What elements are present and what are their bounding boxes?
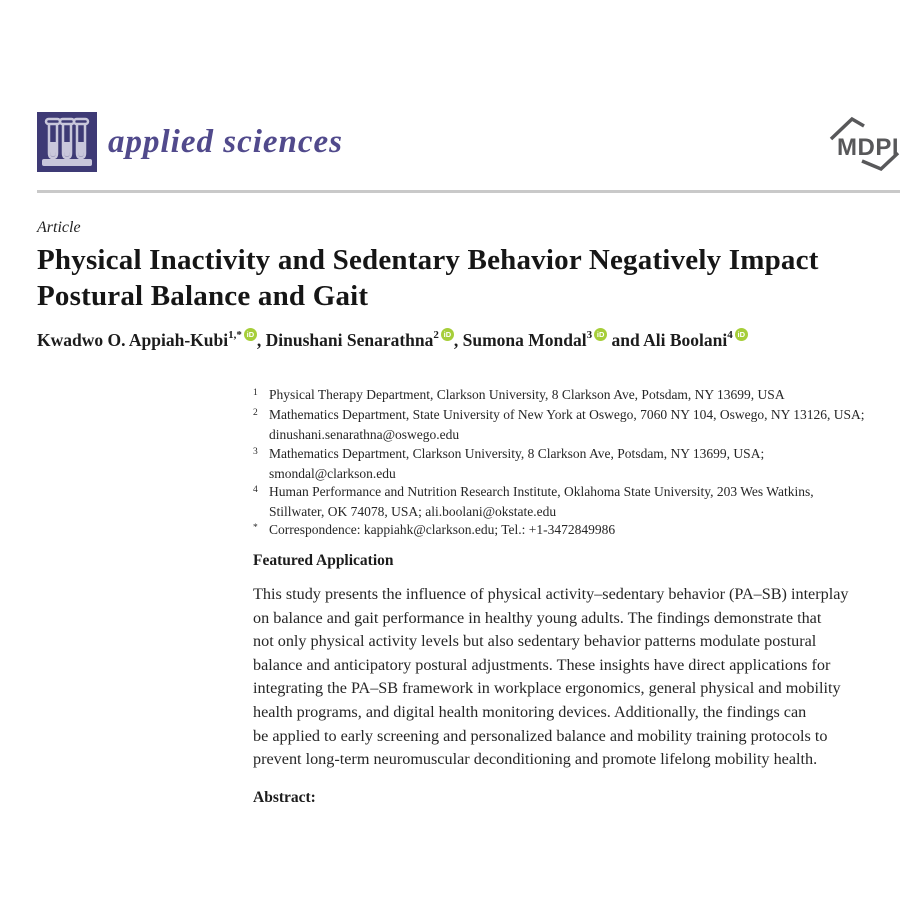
affiliation-text: Human Performance and Nutrition Research Institute, Oklahoma State University, 203 Wes Watkins, (269, 484, 814, 500)
affiliation-marker: 1 (253, 388, 258, 398)
paragraph-line: health programs, and digital health monitoring devices. Additionally, the findings can (253, 702, 807, 721)
author-affiliation-sup: 4 (727, 329, 733, 342)
journal-wordmark: applied sciences (108, 123, 344, 160)
author-name: Kwadwo O. Appiah-Kubi (37, 330, 229, 350)
orcid-icon[interactable]: iD (244, 328, 257, 341)
author-entry: , Sumona Mondal$^3$ iD (454, 330, 607, 350)
author-name: Dinushani Senarathna (265, 330, 434, 350)
affiliation-text: dinushani.senarathna@oswego.edu (269, 427, 460, 443)
affiliation-line (253, 503, 865, 521)
affiliation-marker: 4 (253, 485, 258, 496)
header-divider (37, 190, 900, 193)
affiliation-text: Physical Therapy Department, Clarkson University, 8 Clarkson Ave, Potsdam, NY 13699, USA (269, 387, 785, 402)
author-affiliation-sup: 3 (586, 329, 593, 342)
affiliation-line (253, 445, 865, 465)
paragraph-line: balance and anticipatory postural adjustments. These insights have direct applications for (253, 655, 831, 674)
mdpi-wordmark: MDPI (837, 134, 899, 161)
mdpi-logo (824, 105, 914, 180)
author-affiliation-sup: 1,* (228, 329, 242, 342)
affiliation-marker: 3 (253, 446, 258, 457)
affiliation-line (253, 521, 865, 541)
orcid-icon[interactable]: iD (735, 328, 748, 341)
orcid-icon[interactable]: iD (594, 328, 607, 341)
affiliation-line (253, 426, 865, 444)
page-title (37, 242, 819, 314)
affiliation-text: smondal@clarkson.edu (269, 465, 396, 481)
affiliation-line (253, 465, 865, 483)
featured-application-heading: Featured Application (253, 552, 394, 569)
paragraph-line: integrating the PA–SB framework in workplace ergonomics, general physical and mobility (253, 679, 841, 698)
author-name: Sumona Mondal (462, 330, 587, 350)
affiliations-block (253, 386, 865, 542)
test-tubes-icon (37, 112, 97, 172)
authors-line (37, 330, 748, 351)
featured-application-paragraph (253, 583, 849, 772)
affiliation-text: Mathematics Department, Clarkson University, 8 Clarkson Ave, Potsdam, NY 13699, USA; (269, 445, 765, 461)
author-entry: , Dinushani Senarathna$^2$ iD (257, 330, 454, 350)
affiliation-line (253, 406, 865, 426)
affiliation-line (253, 483, 865, 503)
paragraph-line: prevent long-term neuromuscular deconditioning and promote lifelong mobility health. (253, 750, 818, 769)
author-entry (37, 330, 257, 350)
applied-sciences-logo (37, 112, 97, 172)
abstract-heading-clipped: Abstract: (253, 789, 316, 806)
paragraph-line: This study presents the influence of physical activity–sedentary behavior (PA–SB) interplay (253, 585, 849, 603)
affiliation-marker: 2 (253, 408, 258, 419)
paragraph-line: be applied to early screening and personalized balance and mobility training protocols to (253, 726, 828, 745)
affiliation-text: Correspondence: kappiahk@clarkson.edu; Tel.: +1-3472849986 (269, 522, 616, 538)
orcid-icon[interactable]: iD (441, 328, 454, 341)
affiliation-line (253, 386, 865, 406)
author-name: Ali Boolani (643, 330, 728, 350)
author-affiliation-sup: 2 (433, 329, 439, 342)
paragraph-line: on balance and gait performance in healthy young adults. The findings demonstrate that (253, 608, 822, 627)
title-line: Postural Balance and Gait (37, 280, 369, 312)
affiliation-text: Stillwater, OK 74078, USA; ali.boolani@okstate.edu (269, 504, 557, 520)
title-line: Physical Inactivity and Sedentary Behavior Negatively Impact (37, 244, 819, 276)
affiliation-text: Mathematics Department, State University of New York at Oswego, 7060 NY 104, Oswego, NY 13126, USA; (269, 407, 865, 423)
affiliation-marker: * (253, 523, 258, 534)
article-type-label: Article (37, 219, 81, 236)
author-entry: and Ali Boolani$^4$ iD (607, 330, 748, 350)
paragraph-line: not only physical activity levels but also sedentary behavior patterns modulate postural (253, 632, 817, 651)
